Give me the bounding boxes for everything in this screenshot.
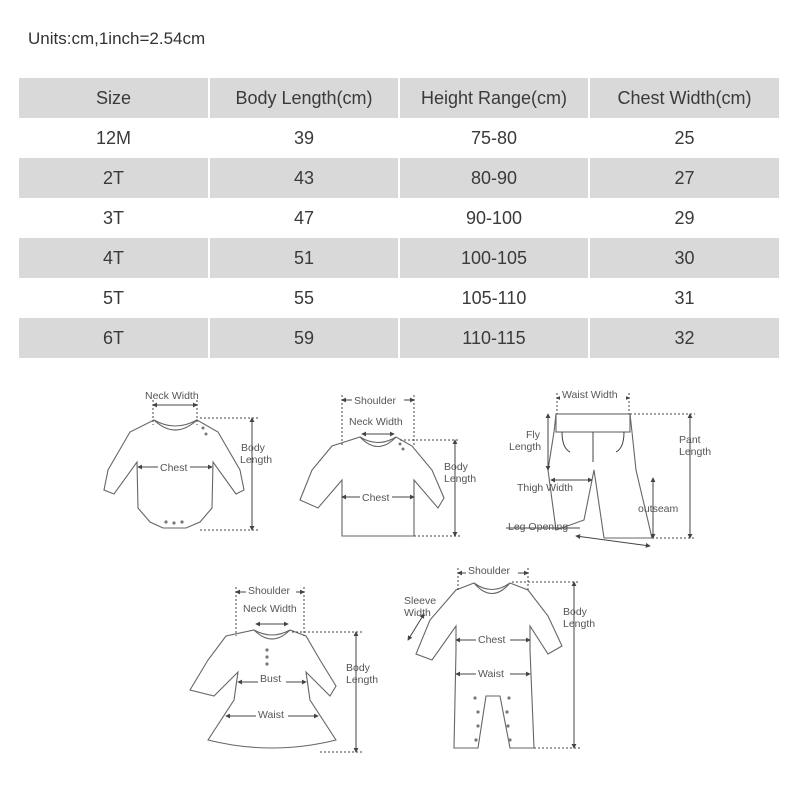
label-waist: Waist — [258, 709, 284, 721]
header-size: Size — [95, 87, 131, 108]
label-chest: Chest — [478, 634, 506, 646]
pants-diagram — [506, 389, 711, 546]
label-shoulder: Shoulder — [248, 585, 291, 597]
label-neck-width: Neck Width — [349, 416, 403, 428]
label-body-length: Body — [444, 461, 468, 473]
header-body-length: Body Length(cm) — [209, 78, 399, 118]
cell-body-length: 39 — [209, 118, 399, 158]
label-chest: Chest — [160, 462, 188, 474]
label-sleeve-width: Sleeve — [404, 595, 437, 607]
cell-body-length: 51 — [209, 238, 399, 278]
cell-size: 12M — [95, 127, 131, 148]
label-shoulder: Shoulder — [354, 395, 397, 407]
bodysuit-diagram — [104, 390, 272, 530]
label-body-length: Body — [563, 606, 587, 618]
cell-chest-width: 29 — [589, 198, 779, 238]
cell-chest-width: 32 — [589, 318, 779, 358]
label-waist-width: Waist Width — [562, 389, 618, 401]
label-fly-length: Length — [509, 441, 542, 453]
cell-chest-width: 25 — [589, 118, 779, 158]
label-pant-length: Length — [679, 446, 712, 458]
cell-body-length: 59 — [209, 318, 399, 358]
label-waist: Waist — [478, 668, 504, 680]
label-neck-width: Neck Width — [243, 603, 297, 615]
units-note: Units:cm,1inch=2.54cm — [28, 29, 206, 48]
label-body-length: Length — [444, 473, 477, 485]
cell-height-range: 105-110 — [399, 278, 589, 318]
romper-diagram — [404, 565, 595, 748]
cell-size: 2T — [102, 167, 124, 188]
cell-height-range: 90-100 — [399, 198, 589, 238]
cell-size: 5T — [102, 287, 124, 308]
cell-height-range: 100-105 — [399, 238, 589, 278]
cell-chest-width: 31 — [589, 278, 779, 318]
cell-chest-width: 30 — [589, 238, 779, 278]
cell-chest-width: 27 — [589, 158, 779, 198]
label-body-length: Length — [240, 454, 273, 466]
cell-body-length: 43 — [209, 158, 399, 198]
header-chest-width: Chest Width(cm) — [589, 78, 779, 118]
cell-body-length: 55 — [209, 278, 399, 318]
header-height-range: Height Range(cm) — [399, 78, 589, 118]
label-neck-width: Neck Width — [145, 390, 199, 402]
label-thigh-width: Thigh Width — [517, 482, 574, 494]
cell-height-range: 110-115 — [399, 318, 589, 358]
label-fly-length: Fly — [526, 429, 540, 441]
cell-size: 4T — [102, 247, 124, 268]
label-body-length: Body — [346, 662, 370, 674]
cell-body-length: 47 — [209, 198, 399, 238]
label-shoulder: Shoulder — [468, 565, 511, 577]
label-leg-opening: Leg Opening — [508, 521, 569, 533]
label-chest: Chest — [362, 492, 390, 504]
label-sleeve-width: Width — [404, 607, 431, 619]
dress-diagram — [190, 585, 378, 752]
cell-size: 6T — [102, 327, 124, 348]
cell-size: 3T — [102, 207, 124, 228]
cell-height-range: 80-90 — [399, 158, 589, 198]
label-body-length: Length — [346, 674, 379, 686]
label-body-length: Body — [241, 442, 265, 454]
cell-height-range: 75-80 — [399, 118, 589, 158]
label-body-length: Length — [563, 618, 596, 630]
label-bust: Bust — [260, 673, 282, 685]
label-outseam: outseam — [638, 503, 679, 515]
sweater-diagram — [300, 394, 476, 536]
label-pant-length: Pant — [679, 434, 701, 446]
